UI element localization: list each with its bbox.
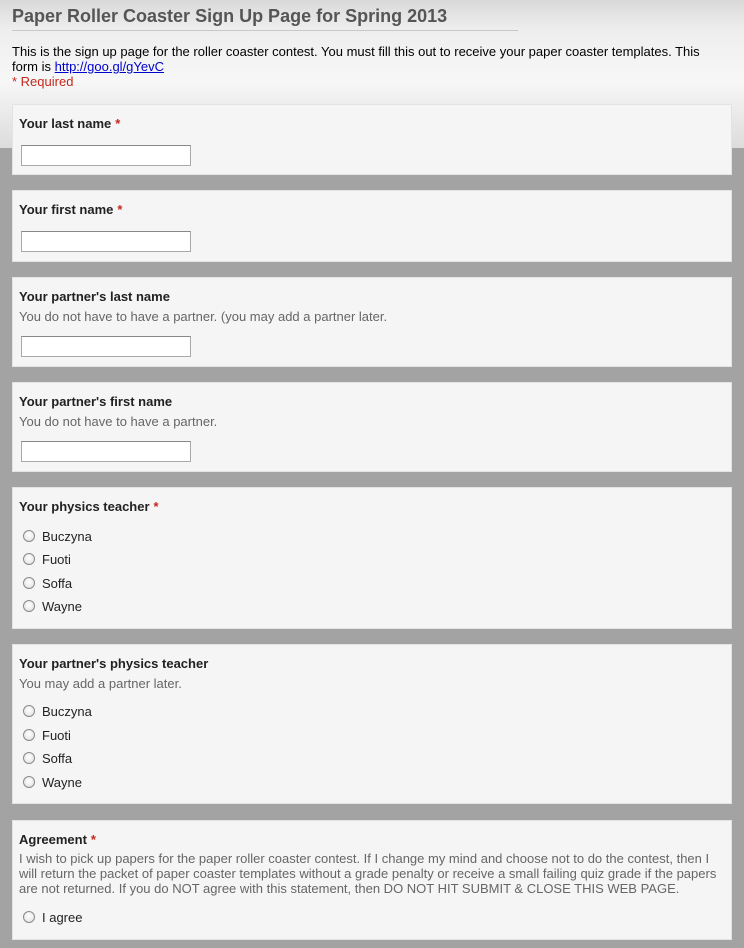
form-description [12, 44, 727, 74]
help-text: You do not have to have a partner. (you may add a partner later. [19, 309, 388, 324]
partner-first-name-input[interactable] [21, 441, 191, 462]
required-star: * [90, 832, 96, 847]
question-label: Your first name * [19, 202, 123, 217]
question-physics-teacher [12, 487, 732, 629]
radio-option-i-agree[interactable]: I agree [23, 909, 82, 925]
help-text: You do not have to have a partner. [19, 414, 218, 429]
question-partner-first-name [12, 382, 732, 472]
radio-option-soffa[interactable]: Soffa [23, 575, 72, 591]
description-text: This is the sign up page for the roller coaster contest. You must fill this out to receive your paper coaster templates. This form is [12, 44, 700, 74]
help-text: You may add a partner later. [19, 676, 182, 691]
form-link[interactable]: http://goo.gl/gYevC [54, 59, 165, 74]
title-divider [12, 30, 518, 31]
required-star: * [117, 202, 123, 217]
radio-button[interactable] [23, 553, 35, 565]
question-last-name [12, 104, 732, 175]
question-label: Your physics teacher * [19, 499, 159, 514]
last-name-input[interactable] [21, 145, 191, 166]
radio-button[interactable] [23, 600, 35, 612]
required-star: * [153, 499, 159, 514]
radio-option-fuoti[interactable]: Fuoti [23, 727, 71, 743]
required-star: * [115, 116, 121, 131]
radio-option-buczyna[interactable]: Buczyna [23, 528, 92, 544]
question-label: Your partner's physics teacher [19, 656, 209, 671]
question-label: Agreement * [19, 832, 96, 847]
question-first-name [12, 190, 732, 262]
radio-option-buczyna[interactable]: Buczyna [23, 703, 92, 719]
radio-button[interactable] [23, 705, 35, 717]
first-name-input[interactable] [21, 231, 191, 252]
agreement-text: I wish to pick up papers for the paper roller coaster contest. If I change my mind and choose not to do the contest, then I will return the packet of paper coaster templates without a grade penalty or receive a small failing quiz grade if the papers are not returned. If you do NOT agree with this statement, then DO NOT HIT SUBMIT & CLOSE THIS WEB PAGE. [19, 851, 717, 896]
question-label: Your partner's first name [19, 394, 173, 409]
radio-button[interactable] [23, 577, 35, 589]
radio-option-soffa[interactable]: Soffa [23, 750, 72, 766]
radio-button[interactable] [23, 729, 35, 741]
question-partner-last-name [12, 277, 732, 367]
radio-option-wayne[interactable]: Wayne [23, 774, 82, 790]
question-label: Your last name * [19, 116, 121, 131]
radio-button[interactable] [23, 776, 35, 788]
radio-button[interactable] [23, 911, 35, 923]
page-title: Paper Roller Coaster Sign Up Page for Spring 2013 [12, 6, 448, 26]
required-note: * Required [12, 74, 74, 89]
partner-last-name-input[interactable] [21, 336, 191, 357]
radio-button[interactable] [23, 752, 35, 764]
question-label: Your partner's last name [19, 289, 170, 304]
question-agreement [12, 820, 732, 940]
radio-option-wayne[interactable]: Wayne [23, 598, 82, 614]
radio-option-fuoti[interactable]: Fuoti [23, 551, 71, 567]
radio-button[interactable] [23, 530, 35, 542]
question-partner-physics-teacher [12, 644, 732, 804]
